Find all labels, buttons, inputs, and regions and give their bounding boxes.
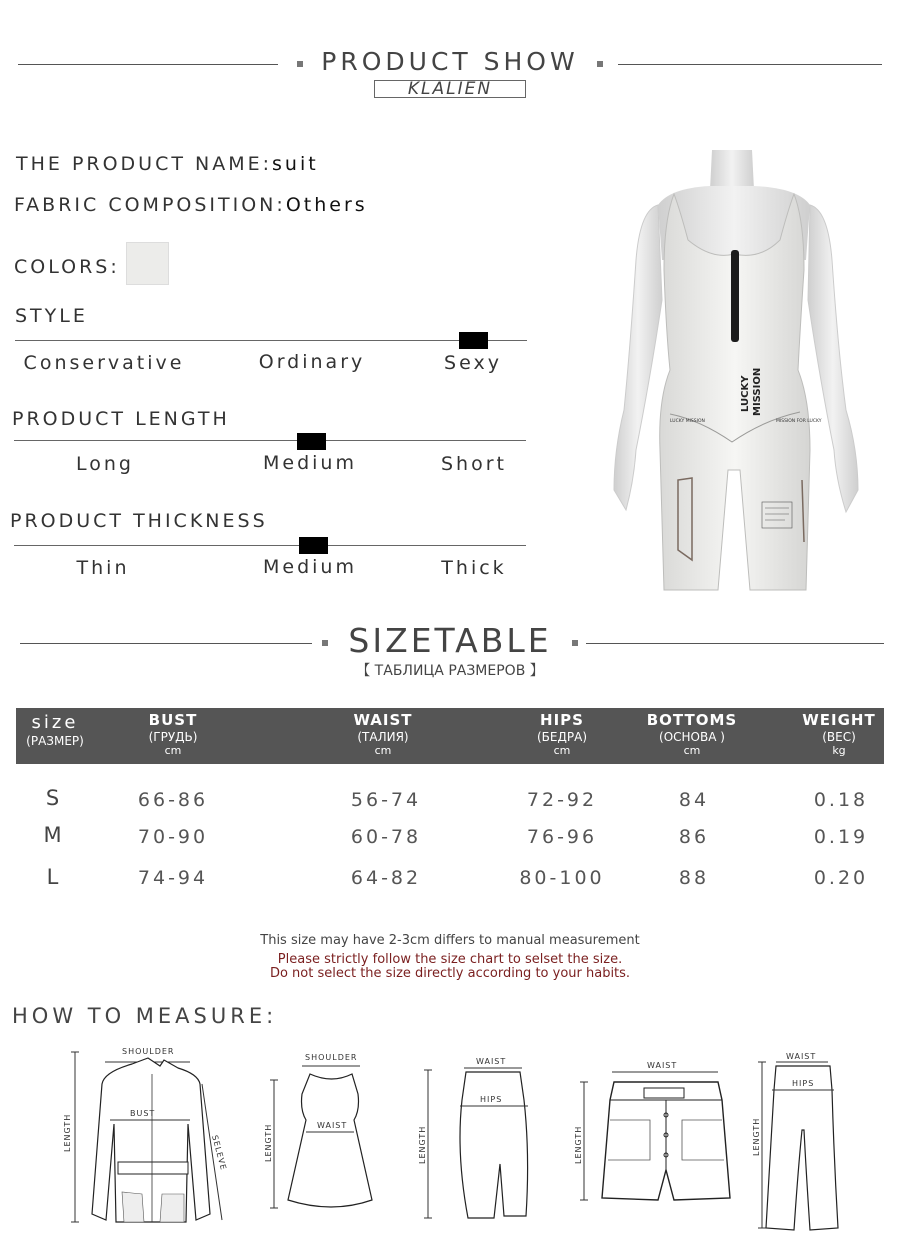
style-option-sexy: Sexy [444,352,502,374]
col-waist: WAIST (ТАЛИЯ) cm [353,711,413,757]
header-rule-right [618,64,882,65]
pants-hips-label: HIPS [792,1079,815,1088]
dress-waist-label: WAIST [317,1121,348,1130]
waist-cell: 64-82 [350,867,422,889]
bust-cell: 74-94 [137,867,209,889]
hips-cell: 80-100 [519,867,605,889]
product-name-label: THE PRODUCT NAME: [16,153,273,175]
sizetable-bullet-right [572,640,578,646]
length-option-medium: Medium [263,452,357,474]
col-size: size (РАЗМЕР) [26,712,84,748]
shorts-waist-label: WAIST [647,1061,678,1070]
how-to-measure-title: HOW TO MEASURE: [12,1004,278,1028]
thickness-option-thin: Thin [76,557,130,579]
jacket-length-label: LENGTH [63,1113,72,1152]
shorts-diagram [570,1060,740,1210]
print-mission-for-lucky: MISSION FOR LUCKY [776,419,822,424]
product-photo [600,150,870,600]
bottoms-cell: 84 [678,789,710,811]
bottoms-cell: 86 [678,826,710,848]
jacket-sleeve-label: SELEVE [210,1134,229,1172]
length-option-long: Long [76,453,134,475]
col-bust: BUST (ГРУДЬ) cm [148,711,198,757]
fabric-row [14,194,368,216]
length-scale-line [14,440,526,441]
thickness-scale-line [14,545,526,546]
size-cell: L [46,865,62,889]
print-lucky-mission: LUCKY MISSION [670,419,705,424]
fabric-label: FABRIC COMPOSITION: [14,194,286,216]
bust-cell: 66-86 [137,789,209,811]
measurement-note: This size may have 2-3cm differs to manual measurement [260,933,640,948]
warning-note-1: Please strictly follow the size chart to selset the size. [277,952,623,967]
size-cell: M [43,823,65,847]
colors-label: COLORS: [14,256,120,278]
style-option-ordinary: Ordinary [258,351,366,373]
brand-label: KLALIEN [374,80,526,98]
waist-cell: 60-78 [350,826,422,848]
col-bottoms: BOTTOMS (ОСНОВА ) cm [646,711,738,757]
dress-shoulder-label: SHOULDER [305,1053,358,1062]
weight-cell: 0.18 [813,789,869,811]
size-table-header [16,708,884,764]
bottoms-cell: 88 [678,867,710,889]
length-label: PRODUCT LENGTH [12,408,230,430]
jacket-diagram [60,1044,230,1228]
print-lucky: LUCKY [740,375,751,412]
sizetable-rule-right [586,643,884,644]
pants-waist-label: WAIST [786,1052,817,1061]
thickness-option-thick: Thick [441,557,507,579]
fabric-value: Others [285,194,368,216]
size-cell: S [45,786,63,810]
thickness-label: PRODUCT THICKNESS [10,510,268,532]
style-label: STYLE [15,305,88,327]
col-weight: WEIGHT (ВЕС) kg [802,711,876,757]
skirt-diagram [412,1054,552,1224]
product-name-value: suit [272,153,319,175]
shorts-length-label: LENGTH [574,1125,583,1164]
sizetable-title: SIZETABLE [348,621,552,660]
print-mission: MISSION [752,367,763,416]
color-swatch[interactable] [126,242,169,285]
skirt-length-label: LENGTH [418,1125,427,1164]
weight-cell: 0.20 [813,867,869,889]
header-bullet-right [597,61,603,67]
sizetable-subtitle: 【 ТАБЛИЦА РАЗМЕРОВ 】 [356,663,544,679]
bust-cell: 70-90 [137,826,209,848]
hips-cell: 72-92 [526,789,598,811]
style-option-conservative: Conservative [23,352,185,374]
dress-length-label: LENGTH [264,1123,273,1162]
thickness-marker [299,537,328,554]
waist-cell: 56-74 [350,789,422,811]
skirt-hips-label: HIPS [480,1095,503,1104]
hips-cell: 76-96 [526,826,598,848]
dress-diagram [262,1050,392,1220]
jacket-shoulder-label: SHOULDER [122,1047,175,1056]
skirt-waist-label: WAIST [476,1057,507,1066]
length-option-short: Short [441,453,507,475]
jacket-bust-label: BUST [130,1109,156,1118]
style-marker [459,332,488,349]
weight-cell: 0.19 [813,826,869,848]
thickness-option-medium: Medium [263,556,357,578]
page-title: PRODUCT SHOW [321,47,579,76]
length-marker [297,433,326,450]
pants-length-label: LENGTH [752,1117,761,1156]
pants-diagram [748,1050,848,1235]
warning-note-2: Do not select the size directly according to your habits. [269,966,631,981]
col-hips: HIPS (БЕДРА) cm [537,711,587,757]
product-name-row [16,153,319,175]
style-scale-line [15,340,527,341]
